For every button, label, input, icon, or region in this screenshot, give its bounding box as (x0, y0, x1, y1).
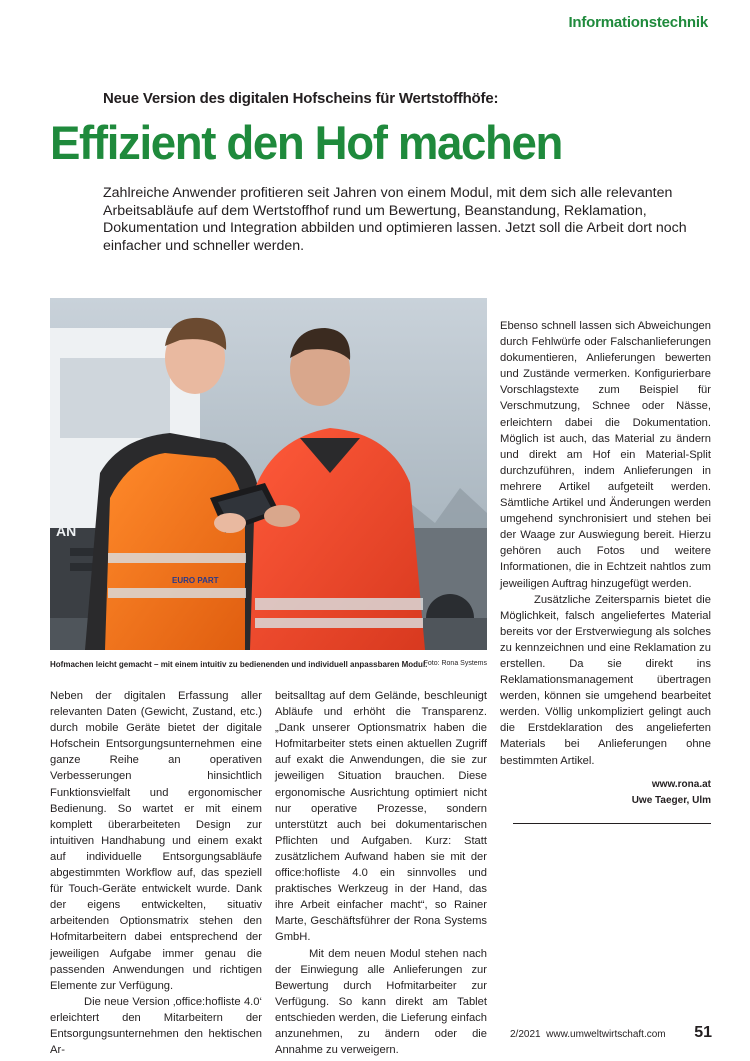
footer-website[interactable]: www.umweltwirtschaft.com (546, 1029, 666, 1040)
article-kicker: Neue Version des digitalen Hofscheins für Wertstoffhöfe: (103, 90, 499, 107)
column-2 (275, 688, 487, 1058)
article-headline: Effizient den Hof machen (50, 116, 563, 169)
paragraph: Mit dem neuen Modul stehen nach der Einwiegung alle Anlieferungen zur Bewertung durch Hofmitarbeiter zur Verfügung. So kann direkt am Tablet entschieden werden, die Lieferung einfach anzunehmen, zu ändern oder die Annahme zu verweigern. (275, 947, 487, 1057)
paragraph: beitsalltag auf dem Gelände, beschleunigt Abläufe und erhöht die Transparenz. „Dank unserer Optionsmatrix haben die Hofmitarbeiter stets einen aktuellen Zugriff auf exakt die Anwendungen, die sie zur jeweiligen Situation brauchen. Diese ergonomische Ausrichtung optimiert nicht nur operative Prozesse, sondern unterstützt auch bei dokumentarischen Pflichten und Aufgaben. Kurz: Statt zusätzlichem Aufwand haben sie mit der office:hofliste 4.0 ein sinnvolles und praktisches Werkzeug in der Hand, das ihre Arbeit einfacher macht“, so Rainer Marte, Geschäftsführer der Rona Systems GmbH. (275, 690, 487, 944)
issue-number: 2/2021 (510, 1029, 541, 1040)
paragraph: Neben der digitalen Erfassung aller relevanten Daten (Gewicht, Zustand, etc.) durch mobile Geräte bietet der digitale Hofschein Entsorgungsunternehmen eine ganze Reihe an operativen Verbesserungen hinsichtlich Funktionsvielfalt und ergonomischer Bedienung. So wartet er mit einem komplett überarbeiteten Design zur intuitiven Handhabung und einem exakt auf individuelle Entsorgungsabläufe abgestimmten Workflow auf, das speziell für Touch-Geräte entwickelt wurde. Dank der eigens entwickelten, situativ arbeitenden Optionsmatrix stehen den Hofmitarbeitern dabei entsprechend der jeweiligen Aufgabe immer genau die passenden Anwendungen und richtigen Elemente zur Verfügung. (50, 690, 262, 992)
vest-print: EURO PART (172, 576, 219, 585)
signature-url[interactable]: www.rona.at (651, 778, 711, 790)
page-footer (510, 1029, 666, 1040)
article-lead: Zahlreiche Anwender profitieren seit Jahren von einem Modul, mit dem sich alle relevanten Arbeitsabläufe auf dem Wertstoffhof rund um Bewertung, Beanstandung, Reklamation, Dokumentation und Integration abbilden und optimieren lassen. Jetzt soll die Arbeit dort noch einfacher und schneller werden. (103, 185, 687, 254)
truck-lettering: AN (56, 523, 77, 539)
section-label: Informationstechnik (568, 14, 708, 31)
photo-credit: Foto: Rona Systems (423, 660, 487, 667)
column-3 (500, 318, 711, 824)
article-photo (50, 298, 487, 650)
paragraph: Ebenso schnell lassen sich Abweichungen durch Fehlwürfe oder Falschanlieferungen dokumentieren, Anlieferungen bewerten und Zustände vermerken. Konfigurierbare Vorschlagstexte zum Beispiel für Verschmutzung, Schnee oder Nässe, erleichtern dabei die Dokumentation. Möglich ist auch, das Material zu ändern und direkt am Hof ein Material-Split durchzuführen, indem Anlieferungen in mehrere Artikel aufgeteilt werden. Sämtliche Artikel und Änderungen werden umgehend synchronisiert und stehen bei der Waage zur Auswiegung bereit. Hierzu gehören auch Fotos und weitere Informationen, die in Echtzeit nahtlos zum jeweiligen Auftrag hinzugefügt werden. (500, 320, 711, 590)
signature (500, 777, 711, 809)
column-1 (50, 688, 262, 1058)
paragraph: Die neue Version ‚office:hofliste 4.0‘ erleichtert den Mitarbeitern der Entsorgungsunternehmen den hektischen Ar- (50, 995, 262, 1057)
end-rule (513, 823, 711, 824)
paragraph: Zusätzliche Zeitersparnis bietet die Möglichkeit, falsch angeliefertes Material bereits vor der Erstverwiegung als solches zu kennzeichnen und eine Reklamation zu erstellen. Da sie direkt ins Reklamationsmanagement übertragen werden, können sie umgehend bearbeitet werden. Völlig unkompliziert gelingt auch die Erstdeklaration des angelieferten Materials bei Anlieferungen ohne bestimmten Artikel. (500, 593, 711, 767)
page-number: 51 (694, 1024, 712, 1041)
signature-author: Uwe Taeger, Ulm (631, 794, 711, 806)
caption-text: Hofmachen leicht gemacht – mit einem intuitiv zu bedienenden und individuell anpassbaren Modul. (50, 660, 428, 669)
photo-caption (50, 660, 487, 669)
